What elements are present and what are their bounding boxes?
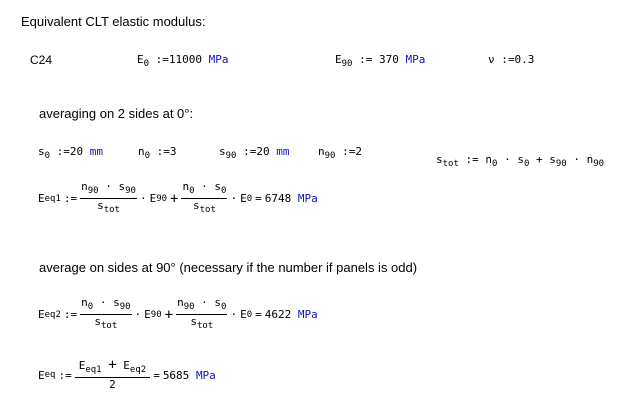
case1-label: averaging on 2 sides at 0°: bbox=[39, 106, 194, 121]
eeq2-formula: E eq2 := $\frac{n_0 \cdot s_{90}}{s_{tot}}$ · E 90 + $\frac{n_{90} \cdot s_0}{s_{tot}}$ · E 0 = 4622 MPa bbox=[38, 296, 318, 331]
e0-definition: $E_0$ :=11000 MPa bbox=[137, 53, 229, 69]
n90-definition: $n_{90}$ :=2 bbox=[318, 145, 362, 161]
heading: Equivalent CLT elastic modulus: bbox=[21, 14, 206, 29]
s0-definition: $s_0$ :=20 mm bbox=[38, 145, 104, 161]
eeq-formula: E eq := $\frac{E_{eq1} + E_{eq2}}{2}$ = 5685 MPa bbox=[38, 357, 216, 391]
fraction: $\frac{n_{90} \cdot s_{90}}{s_{tot}}$ bbox=[81, 180, 136, 215]
e90-definition: $E_{90}$ := 370 MPa bbox=[335, 53, 426, 69]
eeq2-value: 4622 bbox=[264, 308, 292, 321]
s90-definition: $s_{90}$ :=20 mm bbox=[219, 145, 290, 161]
grade-label: C24 bbox=[30, 53, 53, 67]
stot-definition: $s_{tot}$ := $n_0 \cdot s_0 + s_{90} \cdot n_{90}$ bbox=[436, 153, 605, 169]
case2-label: average on sides at 90° (necessary if the number if panels is odd) bbox=[39, 260, 418, 275]
fraction: $\frac{E_{eq1} + E_{eq2}}{2}$ bbox=[75, 358, 150, 392]
eeq-value: 5685 bbox=[162, 368, 190, 382]
nu-definition: ν :=0.3 bbox=[488, 53, 535, 66]
fraction: $\frac{n_{90} \cdot s_0}{s_{tot}}$ bbox=[177, 296, 227, 331]
n0-definition: $n_0$ :=3 bbox=[138, 145, 177, 161]
fraction: $\frac{n_0 \cdot s_0}{s_{tot}}$ bbox=[182, 180, 227, 215]
eeq1-value: 6748 bbox=[264, 192, 292, 205]
eeq1-formula: E eq1 := $\frac{n_{90} \cdot s_{90}}{s_{tot}}$ · E 90 + $\frac{n_0 \cdot s_0}{s_{tot}}$ · E 0 = 6748 MPa bbox=[38, 180, 318, 215]
fraction: $\frac{n_0 \cdot s_{90}}{s_{tot}}$ bbox=[81, 296, 131, 331]
